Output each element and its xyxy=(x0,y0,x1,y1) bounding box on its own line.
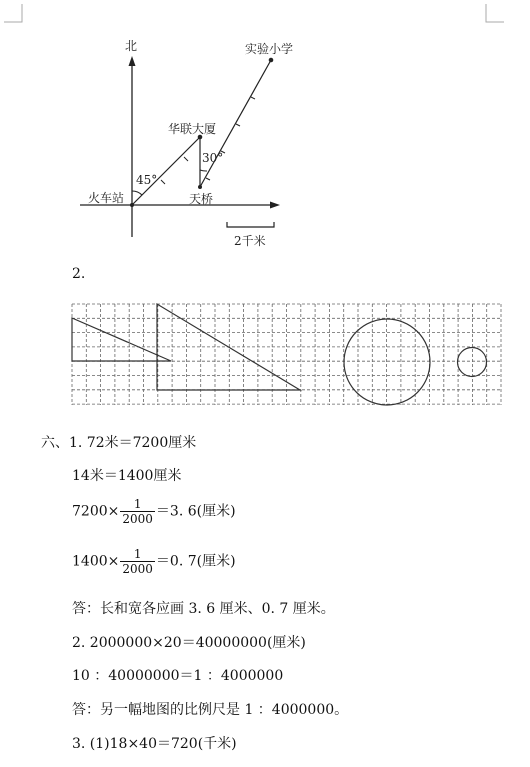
north-label: 北 xyxy=(125,39,138,53)
fraction-1-denominator: 2000 xyxy=(122,512,153,526)
school-label: 实验小学 xyxy=(245,42,294,56)
line-1-text: 1. 72米＝7200厘米 xyxy=(69,435,197,451)
angle-45-label: 45° xyxy=(136,173,158,187)
section-six-line-1 xyxy=(41,432,196,452)
line-3-post: ＝3. 6(厘米) xyxy=(155,503,236,520)
fraction-2-numerator: 1 xyxy=(120,547,155,562)
item-2-label: 2. xyxy=(72,266,86,282)
bridge-label: 天桥 xyxy=(189,192,214,206)
section-six-line-7: 10 ：40000000＝1 ：4000000 xyxy=(72,668,284,684)
answer-2: 答：另一幅地图的比例尺是 1 ：4000000。 xyxy=(72,702,349,718)
section-six-line-3 xyxy=(72,497,236,526)
fraction-2-denominator: 2000 xyxy=(122,562,153,576)
line-4-pre: 1400× xyxy=(72,553,120,570)
section-six-line-4 xyxy=(72,547,236,576)
line-4-post: ＝0. 7(厘米) xyxy=(155,553,236,570)
fraction-1 xyxy=(120,497,155,526)
hualian-label: 华联大厦 xyxy=(168,122,217,136)
section-six-line-2: 14米＝1400厘米 xyxy=(72,468,182,484)
small-triangle xyxy=(72,318,171,361)
section-six-line-9: 3. (1)18×40＝720(千米) xyxy=(72,736,237,752)
station-label: 火车站 xyxy=(88,191,125,205)
fraction-1-numerator: 1 xyxy=(120,497,155,512)
line-3-pre: 7200× xyxy=(72,503,120,520)
section-six-heading: 六、 xyxy=(41,435,69,451)
angle-30-label: 30° xyxy=(202,151,224,165)
answer-1: 答：长和宽各应画 3. 6 厘米、0. 7 厘米。 xyxy=(72,601,335,617)
scale-label: 2千米 xyxy=(234,234,266,248)
section-six-line-6: 2. 2000000×20＝40000000(厘米) xyxy=(72,635,306,651)
fraction-2 xyxy=(120,547,155,576)
